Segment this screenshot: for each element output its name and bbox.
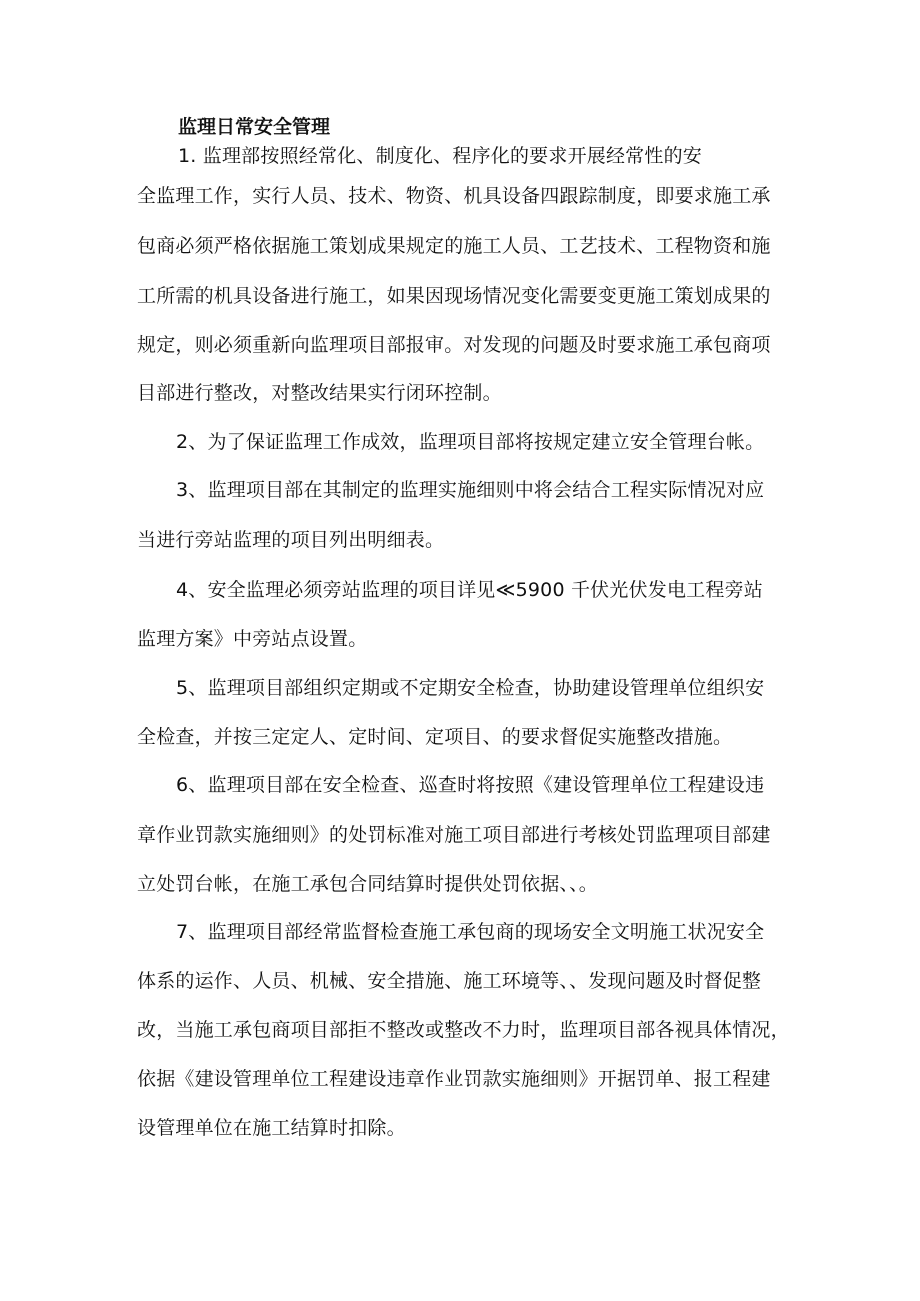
paragraph-line: 章作业罚款实施细则》的处罚标准对施工项目部进行考核处罚监理项目部建	[137, 824, 771, 846]
paragraph-line: 2、为了保证监理工作成效，监理项目部将按规定建立安全管理台帐。	[176, 431, 765, 453]
paragraph-line: 立处罚台帐，在施工承包合同结算时提供处罚依据、、。	[137, 873, 599, 895]
paragraph-line: 5、监理项目部组织定期或不定期安全检查，协助建设管理单位组织安	[176, 677, 765, 699]
paragraph-line: 改，当施工承包商项目部拒不整改或整改不力时，监理项目部各视具体情况，	[137, 1019, 790, 1041]
paragraph-line: 监理方案》中旁站点设置。	[137, 628, 368, 650]
paragraph-line: 全检查，并按三定定人、定时间、定项目、的要求督促实施整改措施。	[137, 726, 733, 748]
paragraph-line: 依据《建设管理单位工程建设违章作业罚款实施细则》开据罚单、报工程建	[137, 1068, 771, 1090]
paragraph-line: 工所需的机具设备进行施工，如果因现场情况变化需要变更施工策划成果的	[137, 285, 771, 307]
paragraph-line: 设管理单位在施工结算时扣除。	[137, 1117, 406, 1139]
paragraph-line: 目部进行整改，对整改结果实行闭环控制。	[137, 382, 502, 404]
paragraph-line: 1. 监理部按照经常化、制度化、程序化的要求开展经常性的安	[178, 145, 702, 167]
paragraph-line: 4、安全监理必须旁站监理的项目详见≪5900 千伏光伏发电工程旁站	[176, 579, 763, 601]
paragraph-line: 全监理工作，实行人员、技术、物资、机具设备四跟踪制度，即要求施工承	[137, 185, 771, 207]
paragraph-line: 体系的运作、人员、机械、安全措施、施工环境等、、发现问题及时督促整	[137, 970, 762, 992]
document-title: 监理日常安全管理	[178, 116, 331, 138]
paragraph-line: 包商必须严格依据施工策划成果规定的施工人员、工艺技术、工程物资和施	[137, 235, 771, 257]
paragraph-line: 规定，则必须重新向监理项目部报审。对发现的问题及时要求施工承包商项	[137, 334, 771, 356]
paragraph-line: 7、监理项目部经常监督检查施工承包商的现场安全文明施工状况安全	[176, 921, 765, 943]
paragraph-line: 当进行旁站监理的项目列出明细表。	[137, 529, 445, 551]
paragraph-line: 3、监理项目部在其制定的监理实施细则中将会结合工程实际情况对应	[176, 479, 765, 501]
paragraph-line: 6、监理项目部在安全检查、巡查时将按照《建设管理单位工程建设违	[176, 774, 765, 796]
